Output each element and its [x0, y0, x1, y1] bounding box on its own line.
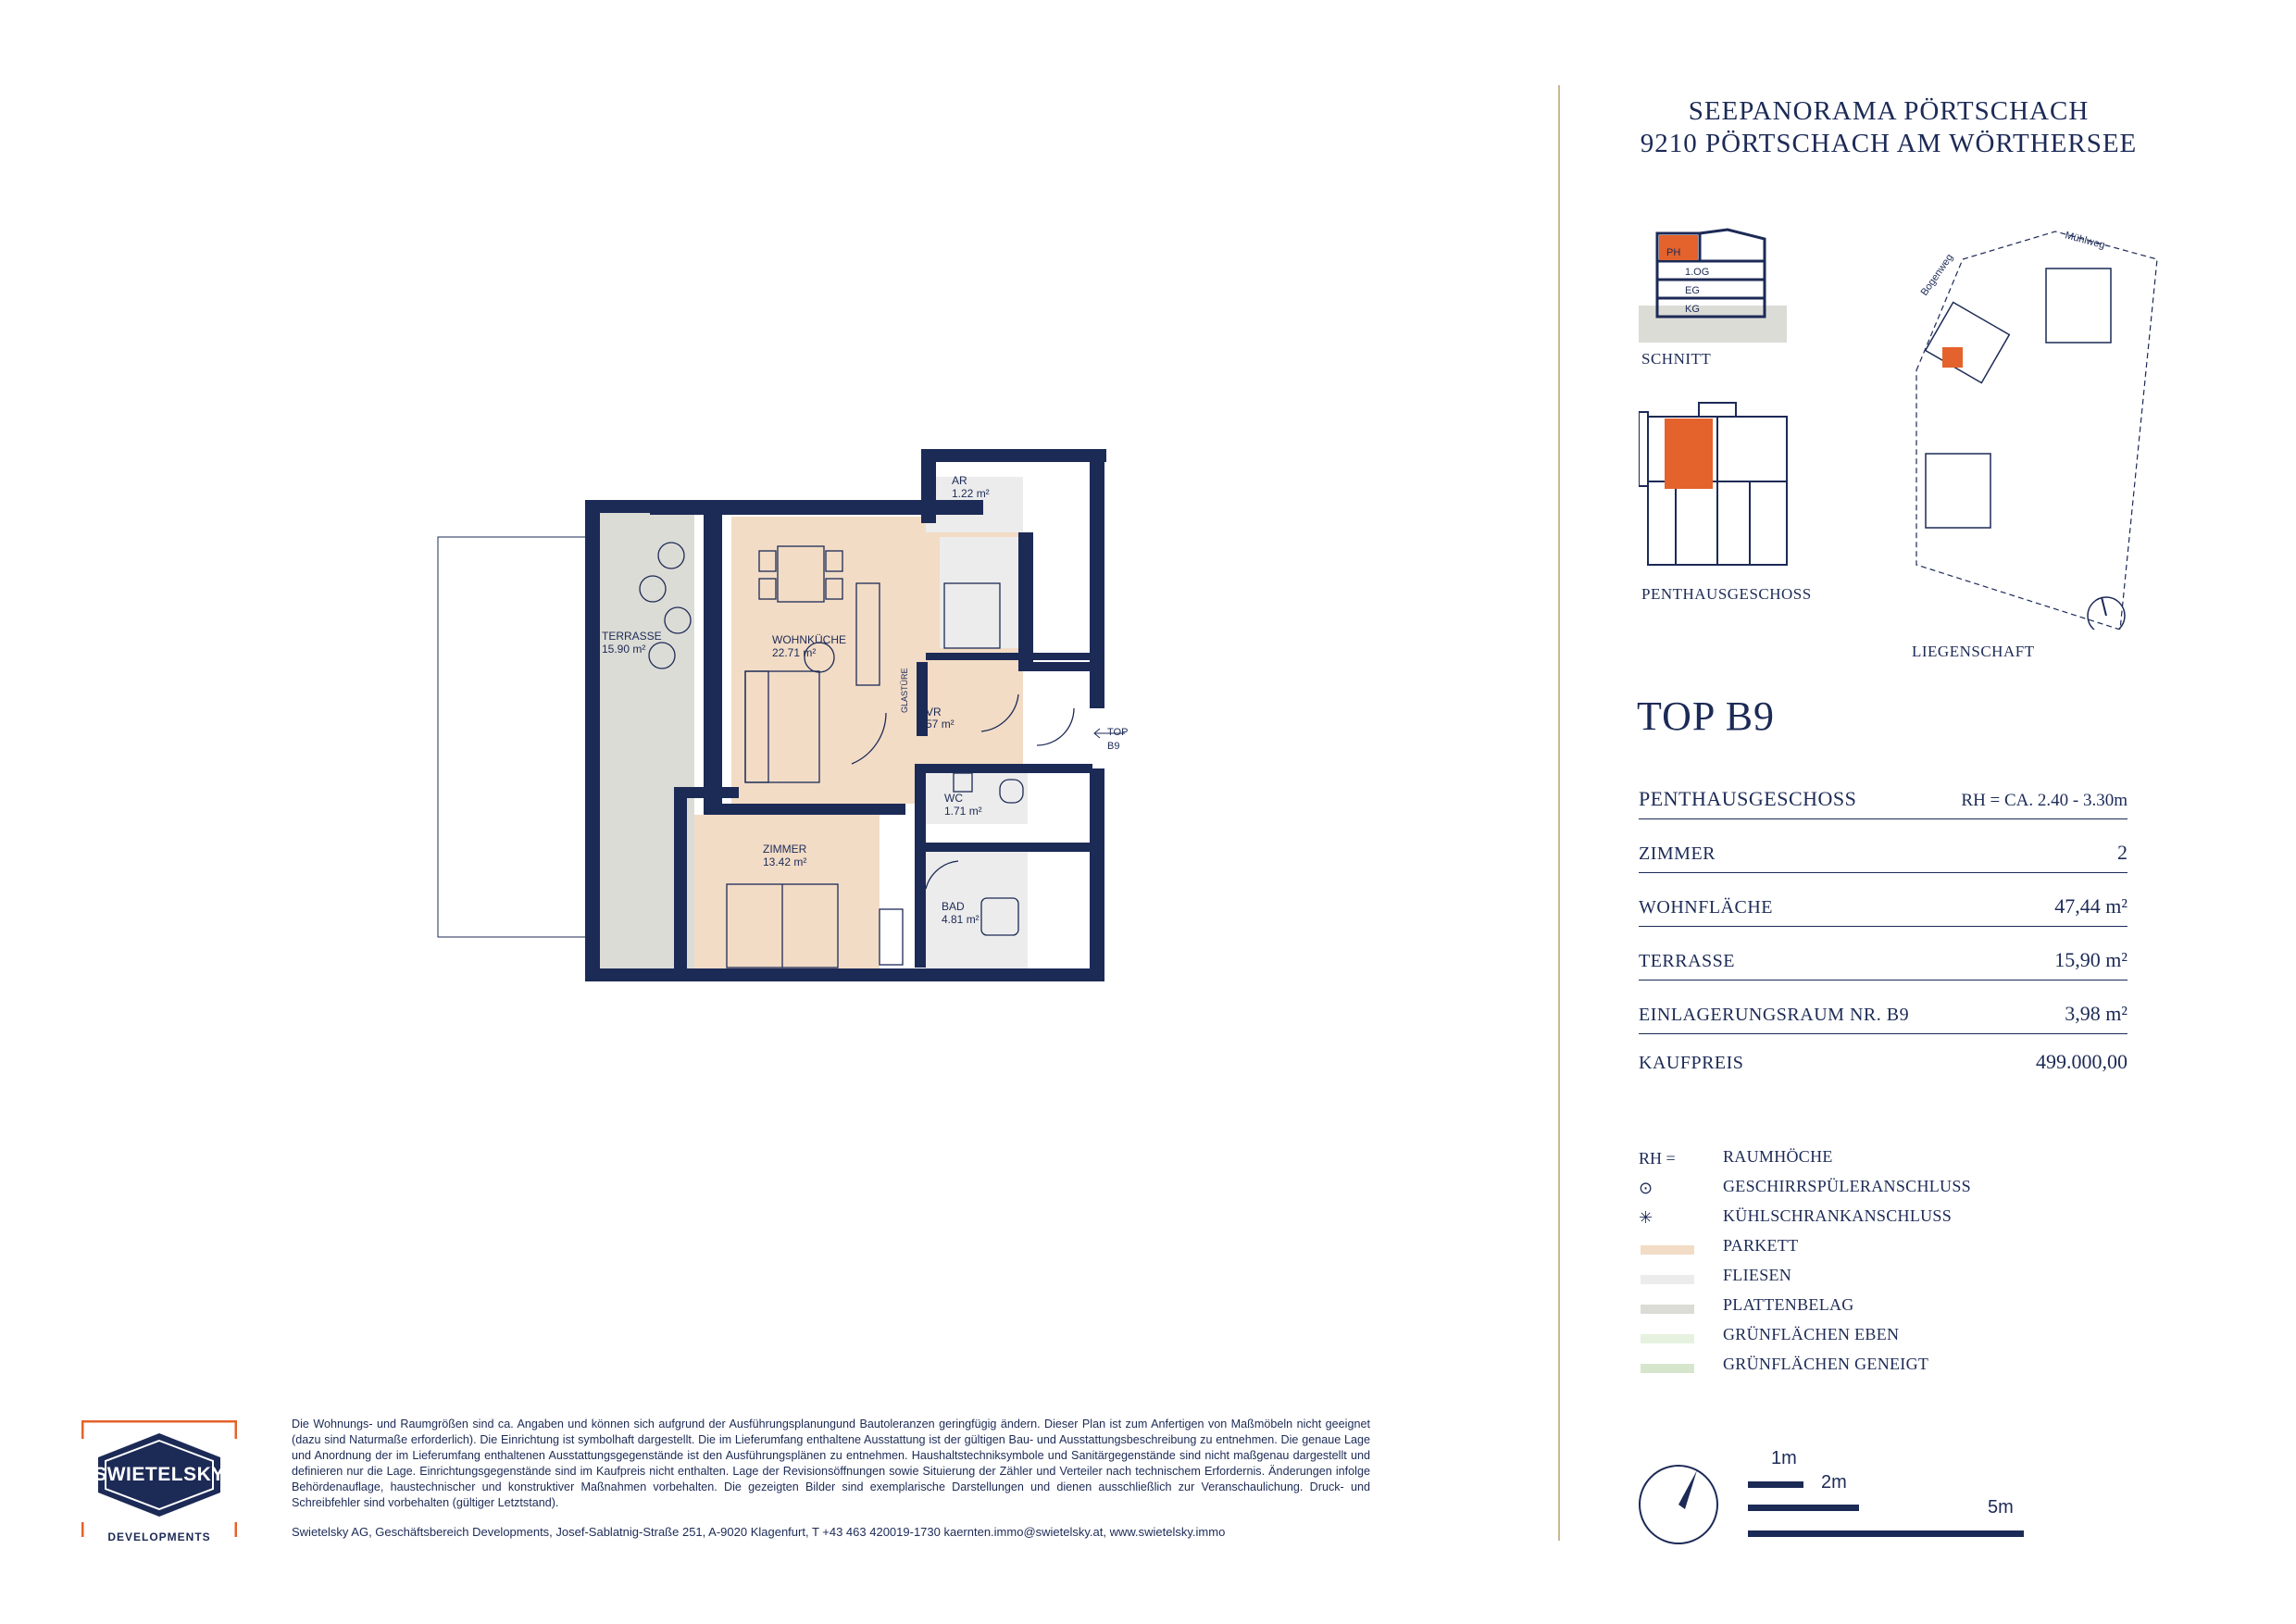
section-floor-1og: 1.OG	[1685, 267, 1710, 278]
legend-gruen-geneigt	[1639, 1355, 2102, 1382]
row-wohnflaeche-key: WOHNFLÄCHE	[1639, 897, 1773, 918]
legend-gruen-eben-label: GRÜNFLÄCHEN EBEN	[1723, 1325, 1900, 1343]
legal-disclaimer: Die Wohnungs- und Raumgrößen sind ca. Angaben und können sich aufgrund der Ausführungsplanungund Bautoleranzen geringfügig ändern. Dieser Plan ist zum Anfertigen von Maßmöbeln nicht geeignet (dazu sind Naturmaße erforderlich). Die Einrichtung ist symbolhaft dargestellt. Die im Lieferumfang enthaltene Ausstattung ist der gültigen Bau- und Ausstattungsbeschreibung zu entnehmen. Die genaue Lage und Anordnung der im Lieferumfang enthaltenen Ausstattungsgegenstände ist den Ausführungsplänen zu entnehmen. Haushaltstechniksymbole und Sanitärgegenstände sind nicht maßgenau dargestellt und definieren nur die Lage. Einrichtungsgegenstände sind im Kaufpreis nicht enthalten. Lage der Revisionsöffnungen sowie Situierung der Zähler und Verteiler nach technischem Erfordernis. Änderungen infolge Behördenauflage, haustechnischer und konstruktiver Maßnahmen vorbehalten. Die gezeigten Bilder sind exemplarische Darstellungen und dienen ausschließlich zur Veranschaulichung. Druck- und Schreibfehler sind vorbehalten (gültiger Letztstand).	[292, 1418, 1370, 1509]
street-muehlweg: Mühlweg	[2064, 230, 2106, 252]
floor-label: PENTHAUSGESCHOSS	[1641, 585, 1812, 603]
room-label-wc: WC	[944, 792, 963, 805]
legend-fliesen-label: FLIESEN	[1723, 1266, 1792, 1284]
room-area-zimmer: 13.42 m²	[763, 856, 807, 868]
scale-label-1m: 1m	[1771, 1448, 1797, 1468]
door-label: GLASTÜRE	[900, 668, 909, 713]
plattenbelag-swatch	[1641, 1305, 1694, 1314]
room-area-ar: 1.22 m²	[952, 487, 990, 500]
street-bogenweg: Bogenweg	[1918, 252, 1956, 298]
legend-gruen-eben	[1639, 1325, 2102, 1353]
legend-plattenbelag	[1639, 1295, 2102, 1323]
row-einlagerung	[1639, 981, 2128, 1034]
legend-raumhoehe	[1639, 1147, 2102, 1175]
legend-geschirrspueler	[1639, 1177, 2102, 1205]
row-zimmer-value: 2	[2117, 841, 2128, 864]
section-floor-ph: PH	[1666, 247, 1681, 258]
row-einlagerung-value: 3,98 m²	[2065, 1002, 2128, 1025]
unit-title: TOP B9	[1637, 693, 1776, 739]
room-label-ar: AR	[952, 474, 967, 487]
parkett-swatch	[1641, 1245, 1694, 1255]
compass-icon	[1637, 1463, 1720, 1546]
row-terrasse-value: 15,90 m²	[2054, 948, 2128, 971]
section-floor-eg: EG	[1685, 285, 1700, 296]
company-logo	[81, 1420, 237, 1548]
row-zimmer	[1639, 820, 2128, 873]
legend-gruen-geneigt-label: GRÜNFLÄCHEN GENEIGT	[1723, 1355, 1929, 1373]
row-terrasse	[1639, 928, 2128, 981]
project-address: 9210 PÖRTSCHACH AM WÖRTHERSEE	[1640, 129, 2138, 158]
fliesen-swatch	[1641, 1275, 1694, 1284]
row-terrasse-key: TERRASSE	[1639, 951, 1736, 971]
floor-thumbnail	[1639, 398, 1796, 574]
dishwasher-icon: ⊙	[1639, 1179, 1653, 1197]
legend-geschirrspueler-label: GESCHIRRSPÜLERANSCHLUSS	[1723, 1177, 1971, 1195]
column-divider	[1558, 85, 1560, 1541]
row-einlagerung-key: EINLAGERUNGSRAUM NR. B9	[1639, 1005, 1910, 1025]
row-floor	[1639, 767, 2128, 819]
row-kaufpreis-key: KAUFPREIS	[1639, 1053, 1744, 1073]
legend-parkett	[1639, 1236, 2102, 1264]
logo-sub: DEVELOPMENTS	[107, 1530, 211, 1543]
row-kaufpreis	[1639, 1030, 2128, 1081]
legend-fliesen	[1639, 1266, 2102, 1293]
room-area-terrasse: 15.90 m²	[602, 643, 646, 656]
legend-plattenbelag-label: PLATTENBELAG	[1723, 1295, 1854, 1314]
row-zimmer-key: ZIMMER	[1639, 843, 1716, 864]
site-thumbnail	[1898, 222, 2176, 630]
fridge-icon: ✳	[1639, 1208, 1653, 1227]
gruen-eben-swatch	[1641, 1334, 1694, 1343]
scale-label-2m: 2m	[1821, 1472, 1847, 1493]
company-contact: Swietelsky AG, Geschäftsbereich Developments, Josef-Sablatnig-Straße 251, A-9020 Klagenfurt, T +43 463 420019-1730 kaernten.immo@swietelsky.at, www.swietelsky.immo	[292, 1525, 1226, 1539]
row-floor-value: RH = CA. 2.40 - 3.30m	[1961, 791, 2128, 810]
entry-label: TOP B9	[1107, 727, 1129, 752]
gruen-geneigt-swatch	[1641, 1364, 1694, 1373]
room-area-bad: 4.81 m²	[942, 913, 980, 926]
row-floor-key: PENTHAUSGESCHOSS	[1639, 787, 1857, 810]
scale-bar	[1748, 1463, 2026, 1546]
legend-kuehlschrank-label: KÜHLSCHRANKANSCHLUSS	[1723, 1206, 1953, 1225]
room-label-zimmer: ZIMMER	[763, 843, 807, 856]
legend-kuehlschrank	[1639, 1206, 2102, 1234]
section-floor-kg: KG	[1685, 304, 1700, 315]
row-kaufpreis-value: 499.000,00	[2036, 1050, 2128, 1073]
project-name: SEEPANORAMA PÖRTSCHACH	[1688, 96, 2090, 126]
row-wohnflaeche	[1639, 874, 2128, 927]
row-wohnflaeche-value: 47,44 m²	[2054, 894, 2128, 918]
floor-plan-drawing	[426, 435, 1129, 1028]
room-area-wohnkueche: 22.71 m²	[772, 646, 817, 659]
room-label-vr: VR	[926, 706, 942, 718]
room-label-wohnkueche: WOHNKÜCHE	[772, 633, 846, 646]
scale-label-5m: 5m	[1988, 1497, 2014, 1518]
site-label: LIEGENSCHAFT	[1912, 643, 2035, 660]
section-label: SCHNITT	[1641, 350, 1712, 368]
legend-rh-symbol: RH =	[1639, 1149, 1676, 1168]
legend-parkett-label: PARKETT	[1723, 1236, 1799, 1255]
room-label-terrasse: TERRASSE	[602, 630, 662, 643]
room-label-bad: BAD	[942, 900, 965, 913]
section-thumbnail	[1639, 228, 1787, 344]
floor-plan	[426, 435, 1129, 1028]
room-area-wc: 1.71 m²	[944, 805, 982, 818]
room-area-vr: 3.57 m²	[917, 718, 955, 731]
logo-brand: SWIETELSKY	[94, 1464, 225, 1485]
legend-rh-label: RAUMHÖCHE	[1723, 1147, 1833, 1166]
